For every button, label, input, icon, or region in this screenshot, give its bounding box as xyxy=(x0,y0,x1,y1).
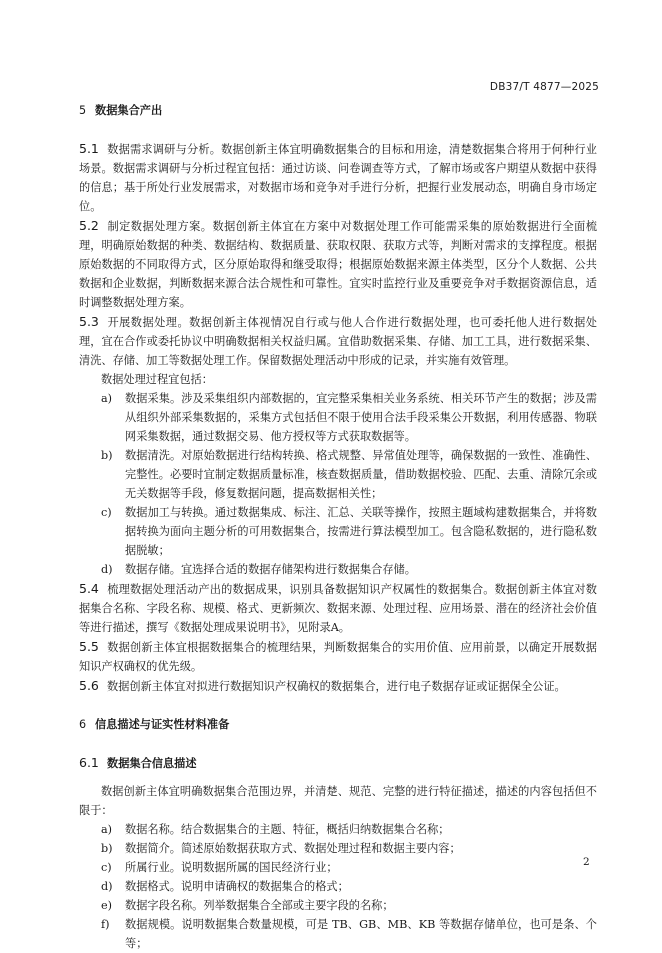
list-item xyxy=(79,389,597,446)
list-item-text: 数据规模。说明数据集合数量规模，可是 TB、GB、MB、KB 等数据存储单位，也可是条、个等； xyxy=(125,918,597,950)
clause-5-3 xyxy=(79,312,597,370)
list-item xyxy=(79,858,597,877)
clause-text: 制定数据处理方案。数据创新主体宜在方案中对数据处理工作可能需采集的原始数据进行全面梳理，明确原始数据的种类、数据结构、数据质量、获取权限、获取方式等，判断对需求的支撑程度。根据原始数据的不同取得方式，区分原始取得和继受取得；根据原始数据来源主体类型，区分个人数据、公共数据和企业数据，判断数据来源合法合规性和可靠性。宜实时监控行业及重要竞争对手数据资源信息，适时调整数据处理方案。 xyxy=(79,220,597,309)
section-6-heading xyxy=(79,715,597,734)
clause-number: 5.2 xyxy=(79,218,99,233)
list-item-text: 数据清洗。对原始数据进行结构转换、格式规整、异常值处理等，确保数据的一致性、准确性、完整性。必要时宜制定数据质量标准，核查数据质量，借助数据校验、匹配、去重、清除冗余或无关数据等手段，修复数据问题，提高数据相关性； xyxy=(125,449,597,500)
list-marker: a) xyxy=(101,823,113,836)
list-marker: d) xyxy=(101,563,113,576)
section-number: 6 xyxy=(79,718,87,731)
clause-number: 5.1 xyxy=(79,141,99,156)
page-content xyxy=(79,101,597,953)
clause-5-4 xyxy=(79,579,597,637)
list-item xyxy=(79,560,597,579)
list-marker: c) xyxy=(101,506,112,519)
page-number: 2 xyxy=(583,856,590,868)
list-item xyxy=(79,820,597,839)
clause-number: 5.6 xyxy=(79,678,99,693)
subsection-intro: 数据创新主体宜明确数据集合范围边界，并清楚、规范、完整的进行特征描述，描述的内容包括但不限于： xyxy=(79,785,597,817)
document-code: DB37/T 4877—2025 xyxy=(489,81,599,93)
list-item-text: 数据名称。结合数据集合的主题、特征，概括归纳数据集合名称； xyxy=(125,823,450,836)
list-marker: a) xyxy=(101,392,113,405)
section-number: 5 xyxy=(79,104,87,117)
list-item xyxy=(79,503,597,560)
clause-number: 5.5 xyxy=(79,639,99,654)
process-intro: 数据处理过程宜包括： xyxy=(101,373,213,386)
list-item-text: 数据格式。说明申请确权的数据集合的格式； xyxy=(125,880,349,893)
subsection-title: 数据集合信息描述 xyxy=(107,757,197,770)
list-item-text: 数据简介。简述原始数据获取方式、数据处理过程和数据主要内容； xyxy=(125,842,461,855)
list-marker: c) xyxy=(101,861,112,874)
list-item-text: 数据字段名称。列举数据集合全部或主要字段的名称； xyxy=(125,899,394,912)
clause-5-2 xyxy=(79,216,597,312)
clause-5-1 xyxy=(79,139,597,216)
section-title: 数据集合产出 xyxy=(95,104,163,117)
list-marker: b) xyxy=(101,842,113,855)
list-item xyxy=(79,896,597,915)
section-5-heading xyxy=(79,101,597,120)
subsection-6-1-heading xyxy=(79,753,597,773)
list-item xyxy=(79,839,597,858)
list-item xyxy=(79,915,597,953)
list-item xyxy=(79,446,597,503)
subsection-number: 6.1 xyxy=(79,755,99,770)
description-list xyxy=(79,820,597,953)
clause-text: 开展数据处理。数据创新主体视情况自行或与他人合作进行数据处理，也可委托他人进行数据处理，宜在合作或委托协议中明确数据相关权益归属。宜借助数据采集、存储、加工工具，进行数据采集、清洗、存储、加工等数据处理工作。保留数据处理活动中形成的记录，并实施有效管理。 xyxy=(79,316,597,367)
section-title: 信息描述与证实性材料准备 xyxy=(95,718,230,731)
list-marker: f) xyxy=(101,918,110,931)
clause-text: 数据创新主体宜对拟进行数据知识产权确权的数据集合，进行电子数据存证或证据保全公证。 xyxy=(107,680,566,693)
clause-text: 数据创新主体宜根据数据集合的梳理结果，判断数据集合的实用价值、应用前景，以确定开展数据知识产权确权的优先级。 xyxy=(79,641,597,673)
list-item-text: 数据采集。涉及采集组织内部数据的，宜完整采集相关业务系统、相关环节产生的数据；涉及需从组织外部采集数据的，采集方式包括但不限于使用合法手段采集公开数据，利用传感器、物联网采集数据，通过数据交易、他方授权等方式获取数据等。 xyxy=(125,392,597,443)
list-marker: b) xyxy=(101,449,113,462)
list-item-text: 所属行业。说明数据所属的国民经济行业； xyxy=(125,861,338,874)
list-marker: e) xyxy=(101,899,112,912)
list-item xyxy=(79,877,597,896)
list-marker: d) xyxy=(101,880,113,893)
clause-text: 数据需求调研与分析。数据创新主体宜明确数据集合的目标和用途，清楚数据集合将用于何种行业场景。数据需求调研与分析过程宜包括：通过访谈、问卷调查等方式，了解市场或客户期望从数据中获得的信息；基于所处行业发展需求，对数据市场和竞争对手进行分析，把握行业发展动态，明确自身市场定位。 xyxy=(79,143,597,213)
list-item-text: 数据存储。宜选择合适的数据存储架构进行数据集合存储。 xyxy=(125,563,416,576)
clause-number: 5.3 xyxy=(79,314,99,329)
clause-5-5 xyxy=(79,637,597,676)
clause-5-6 xyxy=(79,676,597,696)
clause-text: 梳理数据处理活动产出的数据成果，识别具备数据知识产权属性的数据集合。数据创新主体宜对数据集合名称、字段名称、规模、格式、更新频次、数据来源、处理过程、应用场景、潜在的经济社会价值等进行描述，撰写《数据处理成果说明书》，见附录A。 xyxy=(79,583,597,634)
list-item-text: 数据加工与转换。通过数据集成、标注、汇总、关联等操作，按照主题域构建数据集合，并将数据转换为面向主题分析的可用数据集合，按需进行算法模型加工。包含隐私数据的，进行隐私数据脱敏； xyxy=(125,506,597,557)
clause-number: 5.4 xyxy=(79,581,99,596)
process-list xyxy=(79,389,597,579)
